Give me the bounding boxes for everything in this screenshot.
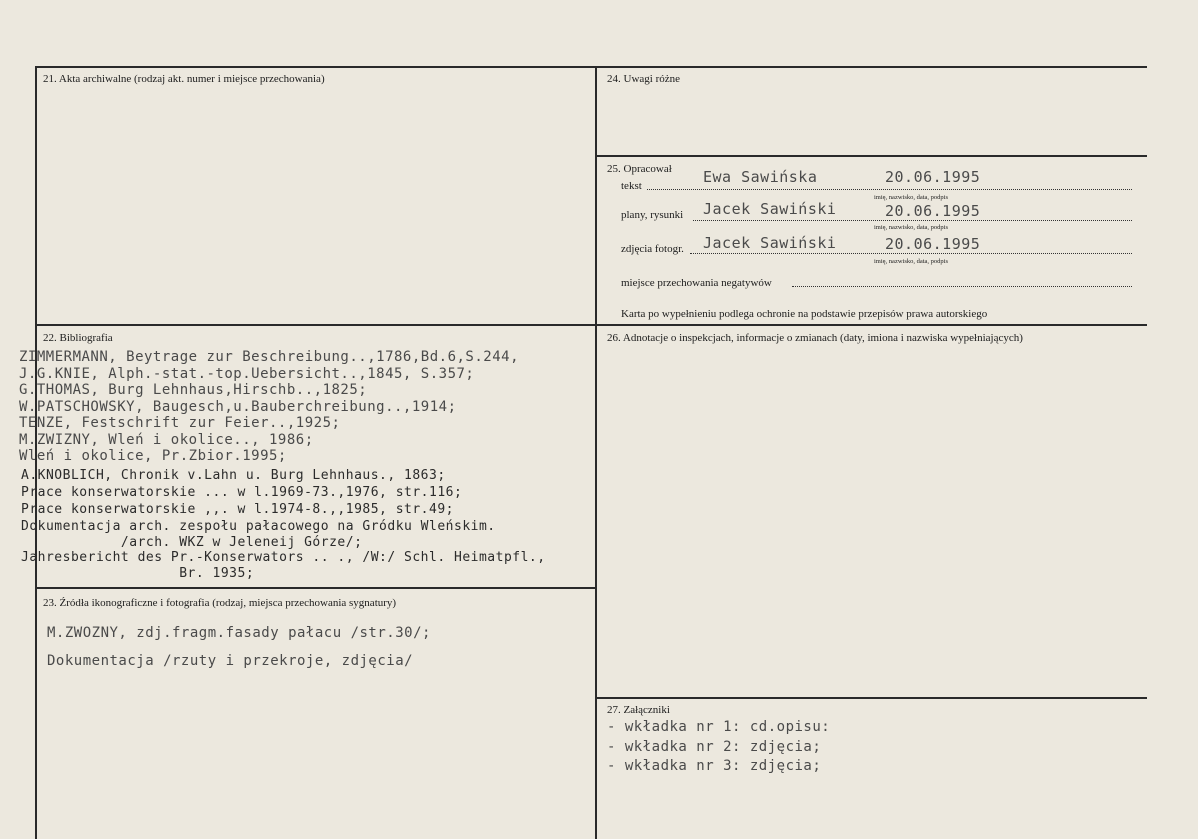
rule-21-22 bbox=[35, 324, 1147, 326]
biblio-line: Dokumentacja arch. zespołu pałacowego na Gródku Wleńskim. bbox=[21, 519, 496, 534]
plans-row-label: plany, rysunki bbox=[621, 209, 684, 221]
plans-author-date: 20.06.1995 bbox=[885, 202, 981, 220]
plans-author-name: Jacek Sawiński bbox=[703, 200, 837, 218]
section24-label: 24. Uwagi różne bbox=[607, 73, 681, 85]
biblio-line: Jahresbericht des Pr.-Konserwators .. ., /W:/ Schl. Heimatpfl., bbox=[21, 550, 546, 565]
photos-row-label: zdjęcia fotogr. bbox=[621, 243, 684, 255]
biblio-line: W.PATSCHOWSKY, Baugesch,u.Bauberchreibung..,1914; bbox=[19, 399, 457, 415]
rule-24-25 bbox=[596, 155, 1147, 157]
biblio-line: TENZE, Festschrift zur Feier..,1925; bbox=[19, 415, 341, 431]
text-author-date: 20.06.1995 bbox=[885, 168, 981, 186]
biblio-line: Prace konserwatorskie ... w l.1969-73.,1976, str.116; bbox=[21, 485, 463, 500]
biblio-line: J.G.KNIE, Alph.-stat.-top.Uebersicht..,1845, S.357; bbox=[19, 366, 475, 382]
top-rule bbox=[35, 66, 1147, 68]
iconography-line: Dokumentacja /rzuty i przekroje, zdjęcia/ bbox=[47, 653, 414, 669]
text-row-hint: imię, nazwisko, data, podpis bbox=[874, 194, 949, 201]
attachment-item: - wkładka nr 3: zdjęcia; bbox=[607, 758, 822, 774]
text-author-name: Ewa Sawińska bbox=[703, 168, 818, 186]
photos-author-name: Jacek Sawiński bbox=[703, 234, 837, 252]
biblio-line: G.THOMAS, Burg Lehnhaus,Hirschb..,1825; bbox=[19, 382, 368, 398]
plans-row-hint: imię, nazwisko, data, podpis bbox=[874, 224, 949, 231]
section23-label: 23. Źródła ikonograficzne i fotografia (rodzaj, miejsca przechowania sygnatury) bbox=[43, 597, 397, 609]
section27-label: 27. Załączniki bbox=[607, 704, 670, 716]
text-row-label: tekst bbox=[621, 180, 642, 192]
center-divider bbox=[595, 66, 597, 839]
text-row-line bbox=[647, 189, 1132, 190]
section21-label: 21. Akta archiwalne (rodzaj akt. numer i miejsce przechowania) bbox=[43, 73, 325, 85]
photos-row-hint: imię, nazwisko, data, podpis bbox=[874, 258, 949, 265]
section26-label: 26. Adnotacje o inspekcjach, informacje o zmianach (daty, imiona i nazwiska wypełniających) bbox=[607, 332, 1023, 344]
section25-label: 25. Opracował bbox=[607, 163, 672, 175]
biblio-line: M.ZWIZNY, Wleń i okolice.., 1986; bbox=[19, 432, 314, 448]
biblio-line: /arch. WKZ w Jeleneij Górze/; bbox=[21, 535, 363, 550]
biblio-line: Prace konserwatorskie ,,. w l.1974-8.,,1985, str.49; bbox=[21, 502, 454, 517]
biblio-line: ZIMMERMANN, Beytrage zur Beschreibung..,1786,Bd.6,S.244, bbox=[19, 349, 520, 365]
photos-author-date: 20.06.1995 bbox=[885, 235, 981, 253]
attachment-item: - wkładka nr 1: cd.opisu: bbox=[607, 719, 831, 735]
biblio-line: A.KNOBLICH, Chronik v.Lahn u. Burg Lehnhaus., 1863; bbox=[21, 468, 446, 483]
iconography-line: M.ZWOZNY, zdj.fragm.fasady pałacu /str.30/; bbox=[47, 625, 431, 641]
biblio-line: Wleń i okolice, Pr.Zbior.1995; bbox=[19, 448, 287, 464]
negatives-line bbox=[792, 286, 1132, 287]
plans-row-line bbox=[693, 220, 1132, 221]
copyright-note: Karta po wypełnieniu podlega ochronie na podstawie przepisów prawa autorskiego bbox=[621, 308, 988, 320]
biblio-line: Br. 1935; bbox=[21, 566, 255, 581]
section22-label: 22. Bibliografia bbox=[43, 332, 113, 344]
negatives-label: miejsce przechowania negatywów bbox=[621, 277, 772, 289]
rule-26-27 bbox=[596, 697, 1147, 699]
attachment-item: - wkładka nr 2: zdjęcia; bbox=[607, 739, 822, 755]
photos-row-line bbox=[690, 253, 1132, 254]
rule-22-23 bbox=[35, 587, 596, 589]
